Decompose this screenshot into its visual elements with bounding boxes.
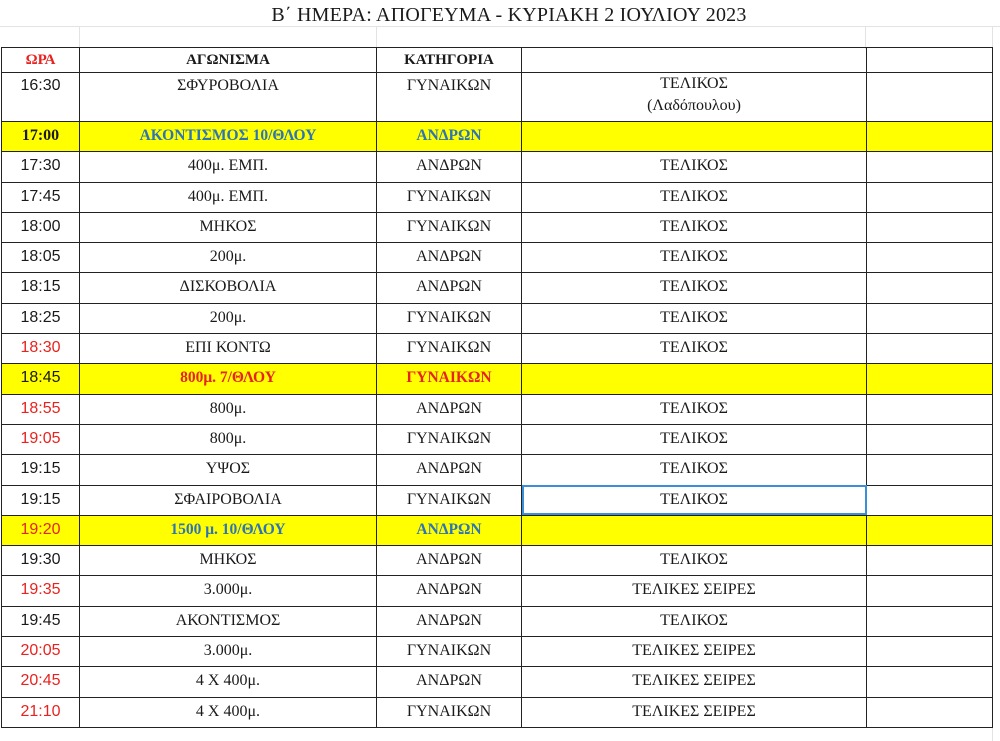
phase-cell[interactable]	[522, 364, 867, 394]
table-row	[2, 576, 993, 606]
extra-cell[interactable]	[867, 182, 993, 212]
extra-cell[interactable]	[867, 697, 993, 727]
phase-cell-selected[interactable]: ΤΕΛΙΚΟΣ	[522, 485, 867, 515]
phase-cell[interactable]	[522, 73, 867, 122]
phase-cell[interactable]: ΤΕΛΙΚΟΣ	[522, 424, 867, 454]
phase-cell[interactable]: ΤΕΛΙΚΕΣ ΣΕΙΡΕΣ	[522, 697, 867, 727]
category-cell[interactable]: ΑΝΔΡΩΝ	[377, 243, 522, 273]
category-cell[interactable]: ΑΝΔΡΩΝ	[377, 515, 522, 545]
category-cell[interactable]: ΑΝΔΡΩΝ	[377, 122, 522, 152]
table-row	[2, 546, 993, 576]
phase-text: ΤΕΛΙΚΟΣ	[660, 75, 728, 92]
event-cell[interactable]: ΣΦΥΡΟΒΟΛΙΑ	[80, 73, 377, 122]
category-cell[interactable]: ΑΝΔΡΩΝ	[377, 394, 522, 424]
category-cell[interactable]: ΓΥΝΑΙΚΩΝ	[377, 697, 522, 727]
gridline-right	[992, 26, 1000, 741]
table-row	[2, 455, 993, 485]
table-row	[2, 606, 993, 636]
table-row-highlighted	[2, 364, 993, 394]
category-cell[interactable]: ΑΝΔΡΩΝ	[377, 455, 522, 485]
phase-cell[interactable]	[522, 515, 867, 545]
extra-cell[interactable]	[867, 606, 993, 636]
extra-cell[interactable]	[867, 73, 993, 122]
event-cell[interactable]: 4 Χ 400μ.	[80, 697, 377, 727]
phase-cell[interactable]: ΤΕΛΙΚΟΣ	[522, 243, 867, 273]
event-cell[interactable]: 400μ. ΕΜΠ.	[80, 182, 377, 212]
gridline	[865, 27, 866, 49]
phase-cell[interactable]: ΤΕΛΙΚΟΣ	[522, 152, 867, 182]
category-cell[interactable]: ΑΝΔΡΩΝ	[377, 273, 522, 303]
header-phase[interactable]	[522, 48, 867, 73]
extra-cell[interactable]	[867, 152, 993, 182]
table-row-highlighted	[2, 122, 993, 152]
event-cell[interactable]: 3.000μ.	[80, 637, 377, 667]
table-row	[2, 424, 993, 454]
event-cell[interactable]: 800μ.	[80, 394, 377, 424]
event-cell[interactable]: 200μ.	[80, 243, 377, 273]
extra-cell[interactable]	[867, 546, 993, 576]
event-cell[interactable]: 400μ. ΕΜΠ.	[80, 152, 377, 182]
table-row	[2, 303, 993, 333]
category-cell[interactable]: ΓΥΝΑΙΚΩΝ	[377, 364, 522, 394]
time-cell[interactable]: 19:05	[2, 424, 80, 454]
category-cell[interactable]: ΓΥΝΑΙΚΩΝ	[377, 182, 522, 212]
phase-cell[interactable]: ΤΕΛΙΚΟΣ	[522, 273, 867, 303]
event-cell[interactable]: ΣΦΑΙΡΟΒΟΛΙΑ	[80, 485, 377, 515]
category-cell[interactable]: ΓΥΝΑΙΚΩΝ	[377, 485, 522, 515]
table-row	[2, 697, 993, 727]
extra-cell[interactable]	[867, 303, 993, 333]
table-row	[2, 273, 993, 303]
event-cell[interactable]: ΥΨΟΣ	[80, 455, 377, 485]
phase-cell[interactable]: ΤΕΛΙΚΟΣ	[522, 606, 867, 636]
time-cell[interactable]: 21:10	[2, 697, 80, 727]
table-row	[2, 243, 993, 273]
phase-cell[interactable]: ΤΕΛΙΚΕΣ ΣΕΙΡΕΣ	[522, 637, 867, 667]
time-cell[interactable]: 19:35	[2, 576, 80, 606]
table-row	[2, 394, 993, 424]
gridline	[79, 27, 80, 49]
header-extra[interactable]	[867, 48, 993, 73]
phase-cell[interactable]: ΤΕΛΙΚΟΣ	[522, 455, 867, 485]
category-cell[interactable]: ΓΥΝΑΙΚΩΝ	[377, 637, 522, 667]
extra-cell[interactable]	[867, 122, 993, 152]
time-cell[interactable]: 18:15	[2, 273, 80, 303]
extra-cell[interactable]	[867, 243, 993, 273]
phase-cell[interactable]: ΤΕΛΙΚΟΣ	[522, 182, 867, 212]
phase-cell[interactable]: ΤΕΛΙΚΟΣ	[522, 303, 867, 333]
event-cell[interactable]: ΔΙΣΚΟΒΟΛΙΑ	[80, 273, 377, 303]
phase-cell[interactable]: ΤΕΛΙΚΟΣ	[522, 212, 867, 242]
event-cell[interactable]: ΑΚΟΝΤΙΣΜΟΣ	[80, 606, 377, 636]
table-row	[2, 485, 993, 515]
extra-cell[interactable]	[867, 667, 993, 697]
event-cell[interactable]: ΜΗΚΟΣ	[80, 212, 377, 242]
event-cell[interactable]: 3.000μ.	[80, 576, 377, 606]
phase-cell[interactable]: ΤΕΛΙΚΕΣ ΣΕΙΡΕΣ	[522, 667, 867, 697]
time-cell[interactable]: 20:45	[2, 667, 80, 697]
table-row	[2, 182, 993, 212]
empty-grid-row	[0, 26, 1000, 49]
category-cell[interactable]: ΑΝΔΡΩΝ	[377, 152, 522, 182]
phase-cell[interactable]	[522, 122, 867, 152]
category-cell[interactable]: ΓΥΝΑΙΚΩΝ	[377, 212, 522, 242]
header-row	[2, 48, 993, 73]
category-cell[interactable]: ΑΝΔΡΩΝ	[377, 546, 522, 576]
category-cell[interactable]: ΑΝΔΡΩΝ	[377, 606, 522, 636]
extra-cell[interactable]	[867, 212, 993, 242]
table-row	[2, 73, 993, 122]
category-cell[interactable]: ΓΥΝΑΙΚΩΝ	[377, 334, 522, 364]
extra-cell[interactable]	[867, 515, 993, 545]
time-cell[interactable]: 18:00	[2, 212, 80, 242]
extra-cell[interactable]	[867, 424, 993, 454]
extra-cell[interactable]	[867, 576, 993, 606]
category-cell[interactable]: ΑΝΔΡΩΝ	[377, 576, 522, 606]
time-cell[interactable]: 19:20	[2, 515, 80, 545]
phase-cell[interactable]: ΤΕΛΙΚΟΣ	[522, 546, 867, 576]
event-cell[interactable]: ΕΠΙ ΚΟΝΤΩ	[80, 334, 377, 364]
header-category[interactable]: ΚΑΤΗΓΟΡΙΑ	[377, 48, 522, 73]
event-cell[interactable]: ΑΚΟΝΤΙΣΜΟΣ 10/ΘΛΟΥ	[80, 122, 377, 152]
table-row-highlighted	[2, 515, 993, 545]
extra-cell[interactable]	[867, 334, 993, 364]
extra-cell[interactable]	[867, 485, 993, 515]
extra-cell[interactable]	[867, 637, 993, 667]
header-event[interactable]: ΑΓΩΝΙΣΜΑ	[80, 48, 377, 73]
time-cell[interactable]: 17:45	[2, 182, 80, 212]
category-cell[interactable]: ΓΥΝΑΙΚΩΝ	[377, 424, 522, 454]
header-time[interactable]: ΩΡΑ	[2, 48, 80, 73]
time-cell[interactable]: 18:25	[2, 303, 80, 333]
event-cell[interactable]: ΜΗΚΟΣ	[80, 546, 377, 576]
table-row	[2, 637, 993, 667]
phase-cell[interactable]: ΤΕΛΙΚΟΣ	[522, 394, 867, 424]
event-cell[interactable]: 200μ.	[80, 303, 377, 333]
extra-cell[interactable]	[867, 394, 993, 424]
event-cell[interactable]: 800μ.	[80, 424, 377, 454]
event-cell[interactable]: 800μ. 7/ΘΛΟΥ	[80, 364, 377, 394]
extra-cell[interactable]	[867, 364, 993, 394]
time-cell[interactable]: 17:30	[2, 152, 80, 182]
time-cell[interactable]: 16:30	[2, 73, 80, 122]
extra-cell[interactable]	[867, 455, 993, 485]
phase-cell[interactable]: ΤΕΛΙΚΕΣ ΣΕΙΡΕΣ	[522, 576, 867, 606]
category-cell[interactable]: ΑΝΔΡΩΝ	[377, 667, 522, 697]
phase-cell[interactable]: ΤΕΛΙΚΟΣ	[522, 334, 867, 364]
schedule-table	[1, 47, 993, 728]
time-cell[interactable]: 20:05	[2, 637, 80, 667]
event-cell[interactable]: 4 Χ 400μ.	[80, 667, 377, 697]
category-cell[interactable]: ΓΥΝΑΙΚΩΝ	[377, 73, 522, 122]
time-cell[interactable]: 18:05	[2, 243, 80, 273]
gridline	[376, 27, 377, 49]
category-cell[interactable]: ΓΥΝΑΙΚΩΝ	[377, 303, 522, 333]
time-cell[interactable]: 19:45	[2, 606, 80, 636]
table-row	[2, 334, 993, 364]
extra-cell[interactable]	[867, 273, 993, 303]
table-row	[2, 667, 993, 697]
time-cell[interactable]: 19:15	[2, 455, 80, 485]
table-row	[2, 212, 993, 242]
sheet-title: Β΄ ΗΜΕΡΑ: ΑΠΟΓΕΥΜΑ - ΚΥΡΙΑΚΗ 2 ΙΟΥΛΙΟΥ 2023	[271, 4, 747, 26]
time-cell[interactable]: 19:15	[2, 485, 80, 515]
phase-note: (Λαδόπουλου)	[647, 97, 741, 114]
time-cell[interactable]: 18:55	[2, 394, 80, 424]
table-row	[2, 152, 993, 182]
time-cell[interactable]: 19:30	[2, 546, 80, 576]
time-cell[interactable]: 18:45	[2, 364, 80, 394]
time-cell[interactable]: 18:30	[2, 334, 80, 364]
event-cell[interactable]: 1500 μ. 10/ΘΛΟΥ	[80, 515, 377, 545]
time-cell[interactable]: 17:00	[2, 122, 80, 152]
